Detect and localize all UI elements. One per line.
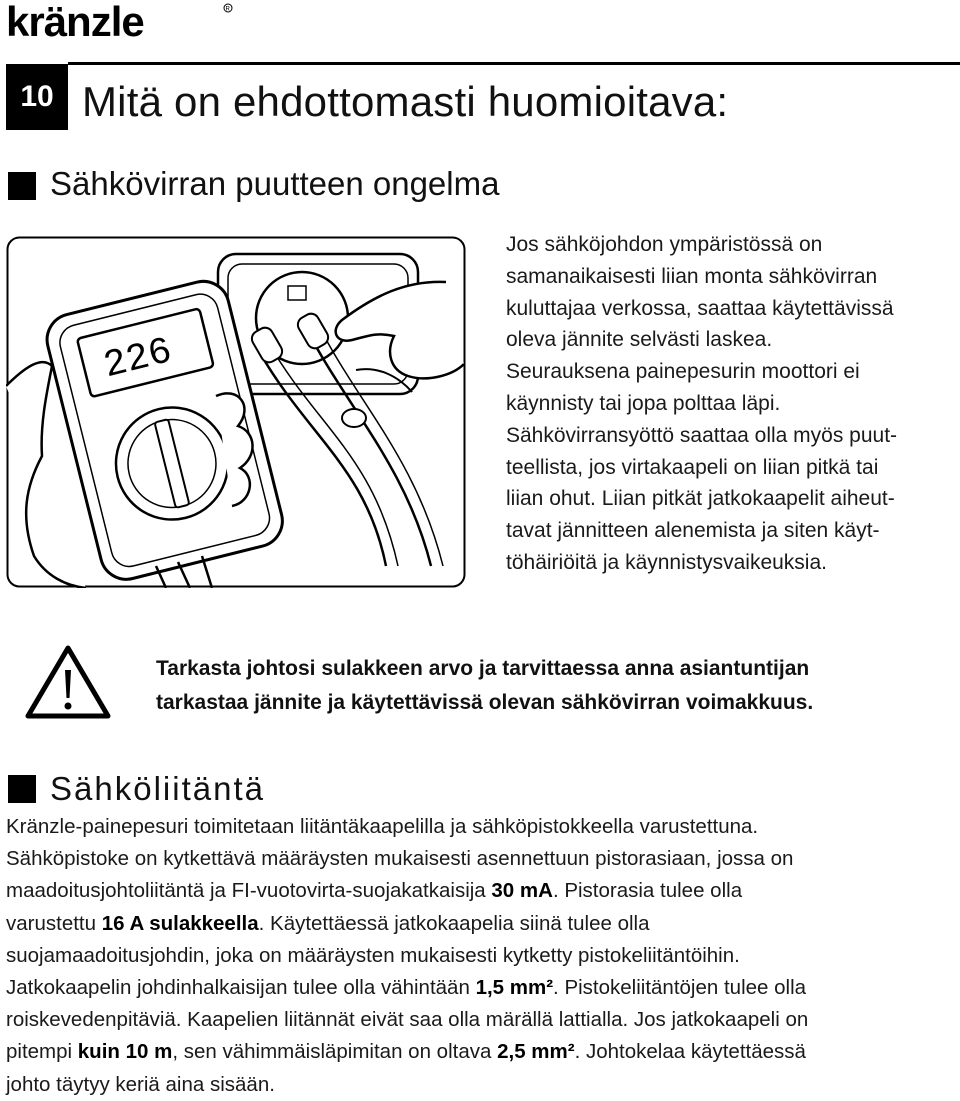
text-line: oleva jännite selvästi laskea. xyxy=(506,328,773,352)
section-bullet xyxy=(8,775,36,803)
logo-text: kränzle xyxy=(6,2,144,42)
text-line: samanaikaisesti liian monta sähkövirran xyxy=(506,264,878,288)
text-line: Sähkövirransyöttö saattaa olla myös puut- xyxy=(506,423,898,447)
power-shortage-paragraph xyxy=(506,229,956,579)
text-line: Kränzle-painepesuri toimitetaan liitäntäkaapelilla ja sähköpistokkeella varustettuna. xyxy=(6,815,759,838)
text-line: maadoitusjohtoliitäntä ja FI-vuotovirta-suojakatkaisija 30 mA. Pistorasia tulee olla xyxy=(6,879,743,903)
electrical-connection-paragraph xyxy=(6,811,958,1101)
text-line: johto täytyy keriä aina sisään. xyxy=(6,1072,275,1096)
text-line: pitempi kuin 10 m, sen vähimmäisläpimitan on oltava 2,5 mm². Johtokelaa käytettäessä xyxy=(6,1040,806,1064)
text-line: suojamaadoitusjohdin, joka on määräysten mukaisesti kytketty pistokeliitäntöihin. xyxy=(6,943,740,967)
text-line: Jatkokaapelin johdinhalkaisijan tulee olla vähintään 1,5 mm². Pistokeliitäntöjen tulee olla xyxy=(6,976,807,1000)
text-line: Jos sähköjohdon ympäristössä on xyxy=(506,233,823,256)
emphasis: 16 A sulakkeella xyxy=(101,911,259,935)
text-line: roiskevedenpitäviä. Kaapelien liitännät eivät saa olla märällä lattialla. Jos jatkokaapeli on xyxy=(6,1008,809,1032)
text-line: liian ohut. Liian pitkät jatkokaapelit aiheut- xyxy=(506,487,895,511)
section-bullet xyxy=(8,172,36,200)
emphasis: 2,5 mm² xyxy=(497,1040,575,1064)
page-number: 10 xyxy=(6,64,68,130)
text-line: varustettu 16 A sulakkeella. Käytettäessä jatkokaapelia siinä tulee olla xyxy=(6,911,650,935)
emphasis: 1,5 mm² xyxy=(475,976,554,1000)
meter-display-value: 226 xyxy=(99,330,177,389)
warning-triangle-icon xyxy=(24,644,112,720)
emphasis: kuin 10 m xyxy=(77,1040,173,1064)
warning-line: tarkastaa jännite ja käytettävissä olevan sähkövirran voimakkuus. xyxy=(156,691,814,714)
chapter-title: Mitä on ehdottomasti huomioitava: xyxy=(82,78,729,125)
section-heading-power-shortage: Sähkövirran puutteen ongelma xyxy=(50,165,500,202)
section-heading-electrical-connection: Sähköliitäntä xyxy=(50,770,265,807)
header-rule xyxy=(68,62,960,65)
warning-text xyxy=(156,652,956,720)
warning-line: Tarkasta johtosi sulakkeen arvo ja tarvittaessa anna asiantuntijan xyxy=(156,657,810,680)
text-line: Seurauksena painepesurin moottori ei xyxy=(506,360,860,384)
text-line: kuluttajaa verkossa, saattaa käytettävissä xyxy=(506,296,894,320)
text-line: käynnisty tai jopa polttaa läpi. xyxy=(506,391,781,415)
kranzle-logo xyxy=(6,2,236,42)
emphasis: 30 mA xyxy=(491,879,553,903)
text-line: teellista, jos virtakaapeli on liian pitkä tai xyxy=(506,455,879,479)
text-line: Sähköpistoke on kytkettävä määräysten mukaisesti asennettuun pistorasiaan, jossa on xyxy=(6,847,794,871)
text-line: tavat jännitteen alenemista ja siten käyt- xyxy=(506,519,880,543)
multimeter-illustration xyxy=(6,236,466,588)
text-line: töhäiriöitä ja käynnistysvaikeuksia. xyxy=(506,550,827,574)
svg-text:R: R xyxy=(225,6,230,13)
